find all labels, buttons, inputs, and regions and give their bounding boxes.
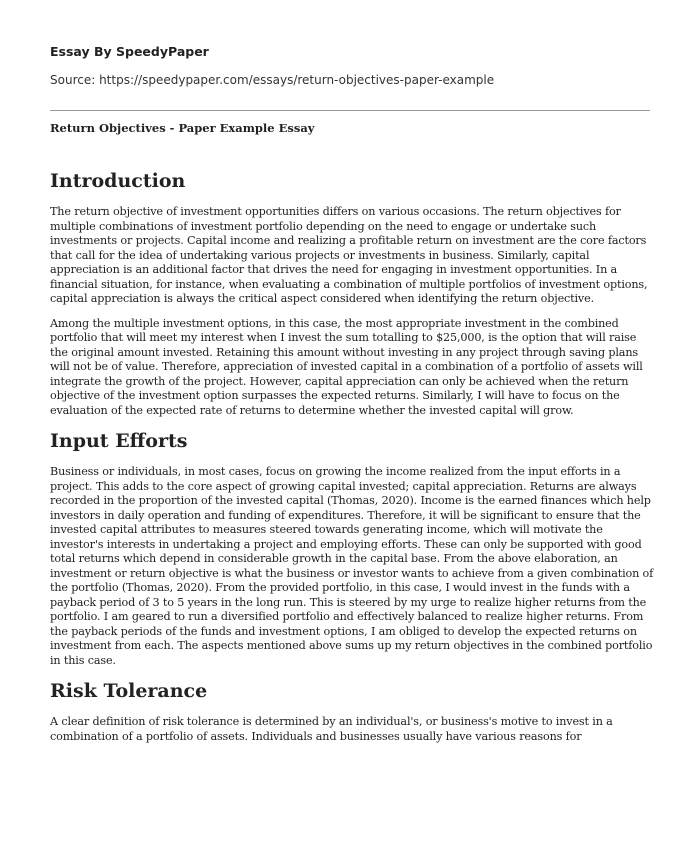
paragraph: Business or individuals, in most cases, focus on growing the income realized from the input efforts in a project. This adds to the core aspect of growing capital invested; capital appreciation. Returns are always recorded in the proportion of the invested capital (Thomas, 2020). Income is the earned finances which help investors in daily operation and funding of expenditures. Therefore, it will be significant to ensure that the invested capital attributes to measures steered towards generating income, which will motivate the investor's interests in undertaking a project and employing efforts. These can only be supported with good total returns which depend in considerable growth in the capital base. From the above elaboration, an investment or return objective is what the business or investor wants to achieve from a given combination of the portfolio (Thomas, 2020). From the provided portfolio, in this case, I would invest in the funds with a payback period of 3 to 5 years in the long run. This is steered by my urge to realize higher returns from the portfolio. I am geared to run a diversified portfolio and effectively balanced to realize higher returns. From the payback periods of the funds and investment options, I am obliged to develop the expected returns on investment from each. The aspects mentioned above sums up my return objectives in the combined portfolio in this case.	[50, 465, 654, 667]
source-link[interactable]: Source: https://speedypaper.com/essays/return-objectives-paper-example	[50, 73, 495, 87]
section-heading-introduction: Introduction	[50, 170, 186, 192]
paragraph: Among the multiple investment options, in this case, the most appropriate investment in the combined portfolio that will meet my interest when I invest the sum totalling to $25,000, is the option that will raise the original amount invested. Retaining this amount without investing in any project through saving plans will not be of value. Therefore, appreciation of invested capital in a combination of a portfolio of assets will integrate the growth of the project. However, capital appreciation can only be achieved when the return objective of the investment option surpasses the expected returns. Similarly, I will have to focus on the evaluation of the expected rate of returns to determine whether the invested capital will grow.	[50, 316, 643, 417]
header-divider	[50, 110, 650, 111]
essay-body	[50, 168, 656, 754]
brand-label: Essay By SpeedyPaper	[50, 44, 209, 59]
paragraph: The return objective of investment opportunities differs on various occasions. The return objectives for multiple combinations of investment portfolio depending on the need to engage or undertake such investments or projects. Capital income and realizing a profitable return on investment are the core factors that call for the idea of undertaking various projects or investments in business. Similarly, capital appreciation is an additional factor that drives the need for engaging in investment opportunities. In a financial situation, for instance, when evaluating a combination of multiple portfolios of investment options, capital appreciation is always the critical aspect considered when identifying the return objective.	[50, 205, 648, 305]
section-heading-input-efforts: Input Efforts	[50, 430, 188, 452]
paragraph: A clear definition of risk tolerance is determined by an individual's, or business's motive to invest in a combination of a portfolio of assets. Individuals and businesses usually have various reasons for	[50, 715, 613, 743]
section-heading-risk-tolerance: Risk Tolerance	[50, 680, 208, 702]
document-title: Return Objectives - Paper Example Essay	[50, 121, 315, 135]
